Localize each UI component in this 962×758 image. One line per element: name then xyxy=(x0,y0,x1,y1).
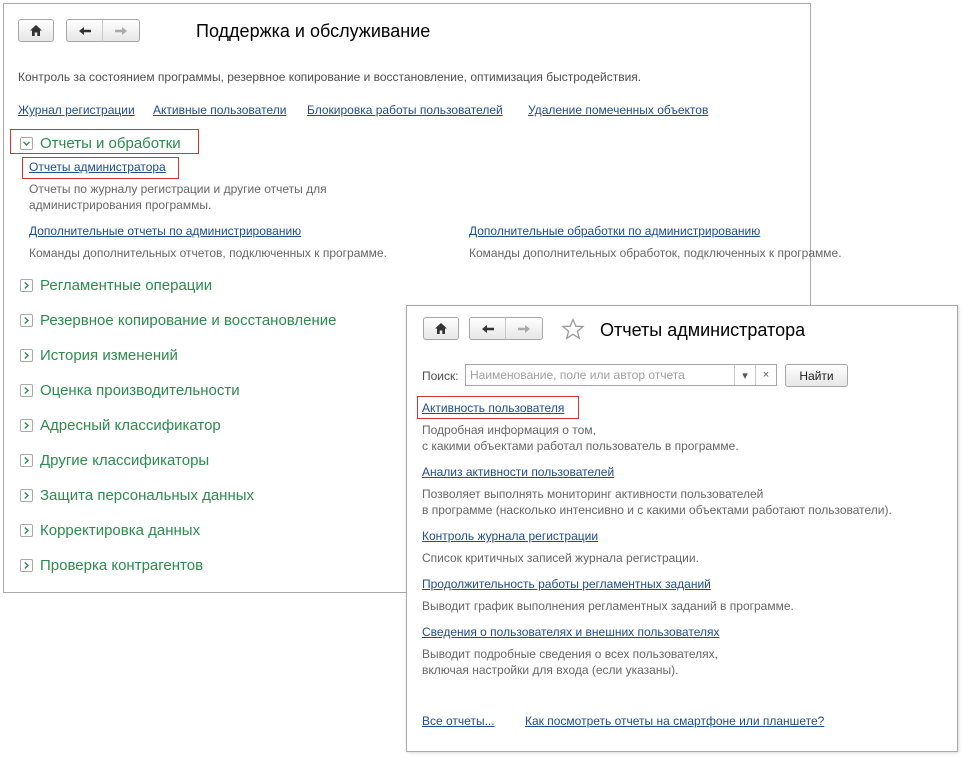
report-users-activity-analysis-link[interactable]: Анализ активности пользователей xyxy=(422,465,615,479)
additional-reports-link[interactable]: Дополнительные отчеты по администрированию xyxy=(29,224,302,238)
chevron-right-icon xyxy=(20,454,33,467)
group-performance[interactable] xyxy=(20,382,240,399)
report-scheduled-jobs-duration-link[interactable]: Продолжительность работы регламентных заданий xyxy=(422,577,711,591)
history-nav xyxy=(66,19,140,42)
report-desc-line: Выводит график выполнения регламентных заданий в программе. xyxy=(422,599,794,613)
chevron-down-icon xyxy=(20,137,33,150)
event-log-link[interactable]: Журнал регистрации xyxy=(18,103,135,117)
forward-button[interactable] xyxy=(506,317,543,340)
group-backup-restore[interactable] xyxy=(20,312,337,329)
chevron-right-icon xyxy=(20,384,33,397)
delete-marked-link[interactable]: Удаление помеченных объектов xyxy=(528,103,709,117)
group-label: Резервное копирование и восстановление xyxy=(40,312,337,329)
group-label: Другие классификаторы xyxy=(40,452,210,469)
admin-reports-desc-line1: Отчеты по журналу регистрации и другие отчеты для xyxy=(29,182,327,196)
page-title: Поддержка и обслуживание xyxy=(196,21,431,41)
group-reports-processing[interactable] xyxy=(20,135,181,152)
back-arrow-icon xyxy=(481,324,495,334)
search-placeholder: Наименование, поле или автор отчета xyxy=(470,368,685,382)
group-label: Адресный классификатор xyxy=(40,417,221,434)
report-user-activity-link[interactable]: Активность пользователя xyxy=(422,401,565,415)
chevron-right-icon xyxy=(20,314,33,327)
additional-processing-desc: Команды дополнительных обработок, подключенных к программе. xyxy=(469,246,842,260)
all-reports-link[interactable]: Все отчеты... xyxy=(422,714,495,728)
group-label: Корректировка данных xyxy=(40,522,201,539)
home-button[interactable] xyxy=(423,317,459,340)
page-title: Отчеты администратора xyxy=(600,320,806,340)
back-arrow-icon xyxy=(78,26,92,36)
block-users-link[interactable]: Блокировка работы пользователей xyxy=(307,103,503,117)
report-desc-line: Выводит подробные сведения о всех пользователях, xyxy=(422,647,719,661)
group-label: История изменений xyxy=(40,347,178,364)
report-desc-line: Список критичных записей журнала регистрации. xyxy=(422,551,699,565)
admin-reports-window xyxy=(406,305,958,752)
home-button[interactable] xyxy=(18,19,54,42)
forward-arrow-icon xyxy=(114,26,128,36)
active-users-link[interactable]: Активные пользователи xyxy=(153,103,287,117)
group-other-classifiers[interactable] xyxy=(20,452,209,469)
report-event-log-control-link[interactable]: Контроль журнала регистрации xyxy=(422,529,599,543)
group-counterparty-check[interactable] xyxy=(20,557,203,574)
chevron-right-icon xyxy=(20,419,33,432)
group-address-classifier[interactable] xyxy=(20,417,221,434)
chevron-right-icon xyxy=(20,349,33,362)
mobile-reports-help-link[interactable]: Как посмотреть отчеты на смартфоне или планшете? xyxy=(525,714,825,728)
additional-reports-desc: Команды дополнительных отчетов, подключенных к программе. xyxy=(29,246,387,260)
home-icon xyxy=(29,24,43,37)
back-button[interactable] xyxy=(469,317,506,340)
forward-button[interactable] xyxy=(103,19,140,42)
star-icon[interactable] xyxy=(561,318,585,340)
dropdown-icon[interactable]: ▾ xyxy=(734,365,755,385)
chevron-right-icon xyxy=(20,524,33,537)
report-desc-line: в программе (насколько интенсивно и с какими объектами работают пользователи). xyxy=(422,503,892,517)
report-desc-line: с какими объектами работал пользователь в программе. xyxy=(422,439,739,453)
group-data-correction[interactable] xyxy=(20,522,200,539)
group-scheduled-operations[interactable] xyxy=(20,277,212,294)
history-nav xyxy=(469,317,543,340)
additional-processing-link[interactable]: Дополнительные обработки по администрированию xyxy=(469,224,761,238)
intro-text: Контроль за состоянием программы, резервное копирование и восстановление, оптимизация быстродействия. xyxy=(18,70,642,84)
group-personal-data[interactable] xyxy=(20,487,254,504)
group-label: Оценка производительности xyxy=(40,382,240,399)
group-change-history[interactable] xyxy=(20,347,178,364)
back-button[interactable] xyxy=(66,19,103,42)
group-label: Проверка контрагентов xyxy=(40,557,204,574)
home-icon xyxy=(434,322,448,335)
report-desc-line: Позволяет выполнять мониторинг активности пользователей xyxy=(422,487,764,501)
admin-reports-link[interactable]: Отчеты администратора xyxy=(29,160,166,174)
chevron-right-icon xyxy=(20,489,33,502)
report-users-info-link[interactable]: Сведения о пользователях и внешних пользователях xyxy=(422,625,720,639)
report-desc-line: включая настройки для входа (если указаны). xyxy=(422,663,679,677)
search-label: Поиск: xyxy=(422,369,459,383)
group-label: Отчеты и обработки xyxy=(40,135,181,152)
chevron-right-icon xyxy=(20,279,33,292)
chevron-right-icon xyxy=(20,559,33,572)
forward-arrow-icon xyxy=(517,324,531,334)
find-button[interactable]: Найти xyxy=(785,364,848,387)
clear-icon[interactable]: × xyxy=(755,365,776,385)
group-label: Регламентные операции xyxy=(40,277,213,294)
admin-reports-desc-line2: администрирования программы. xyxy=(29,198,212,212)
report-desc-line: Подробная информация о том, xyxy=(422,423,596,437)
group-label: Защита персональных данных xyxy=(40,487,255,504)
search-input[interactable] xyxy=(465,364,777,386)
